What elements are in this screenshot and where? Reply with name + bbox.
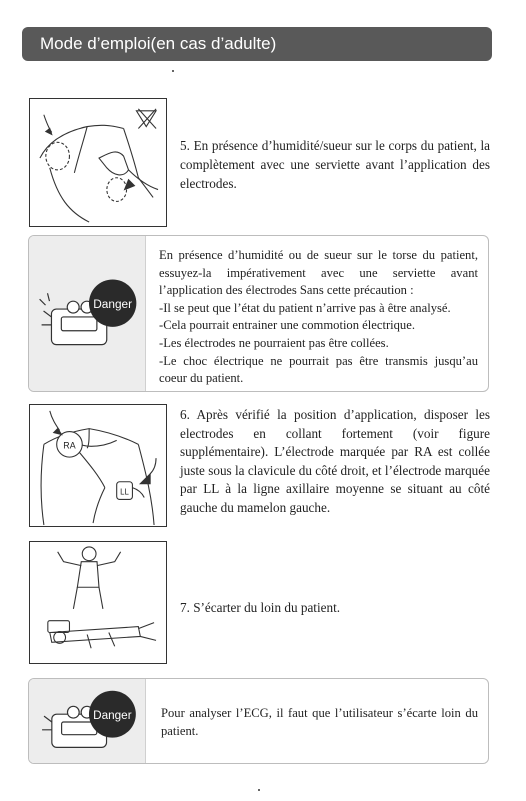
figure-step-away [29,541,167,664]
step-5-text: 5. En présence d’humidité/sueur sur le corps du patient, la complètement avec une serviette avant l’application des electrodes. [180,138,490,191]
figure-wipe-chest [29,98,167,227]
page-title: Mode d’emploi(en cas d’adulte) [40,34,277,53]
danger-text-2: Pour analyser l’ECG, il faut que l’utilisateur s’écarte loin du patient. [161,706,478,738]
scan-speck [258,789,260,791]
ra-label: RA [63,440,76,451]
danger-text-1 [159,247,478,388]
danger-device-icon [29,236,145,391]
page-header [22,27,492,61]
step-6-text: 6. Après vérifié la position d’application, disposer les electrodes en collant fortement (voir figure supplémentaire). L’électrode marquée par RA est collée juste sous la clavicule du côté droit, et l’électrode marquée par LL à la ligne axillaire moyenne se situant au côté gauche du mamelon gauche. [180,407,490,515]
step-away-illustration [30,542,166,663]
danger-badge-2: Danger [93,709,132,723]
danger-intro: En présence d’humidité ou de sueur sur le torse du patient, essuyez-la impérativement avec une serviette avant l’application des électrodes Sans cette précaution : [159,248,478,298]
danger-item: -Le choc électrique ne pourrait pas être transmis jusqu’au coeur du patient. [159,353,478,386]
electrode-placement-illustration [30,405,166,526]
danger-item: -Les électrodes ne pourraient pas être collées. [159,335,389,350]
danger-box-2 [28,678,489,764]
ll-label: LL [120,487,129,497]
danger-panel-2 [29,679,146,763]
danger-item: -Il se peut que l’état du patient n’arrive pas à être analysé. [159,300,451,315]
danger-box-1 [28,235,489,392]
danger-panel-1 [29,236,146,391]
wipe-chest-illustration [30,99,166,226]
step-7-text: 7. S’écarter du loin du patient. [180,600,341,615]
danger-device-icon [29,679,145,763]
danger-badge-1: Danger [93,297,133,312]
danger-item: -Cela pourrait entrainer une commotion électrique. [159,318,415,333]
scan-speck [172,70,174,72]
figure-electrode-placement [29,404,167,527]
